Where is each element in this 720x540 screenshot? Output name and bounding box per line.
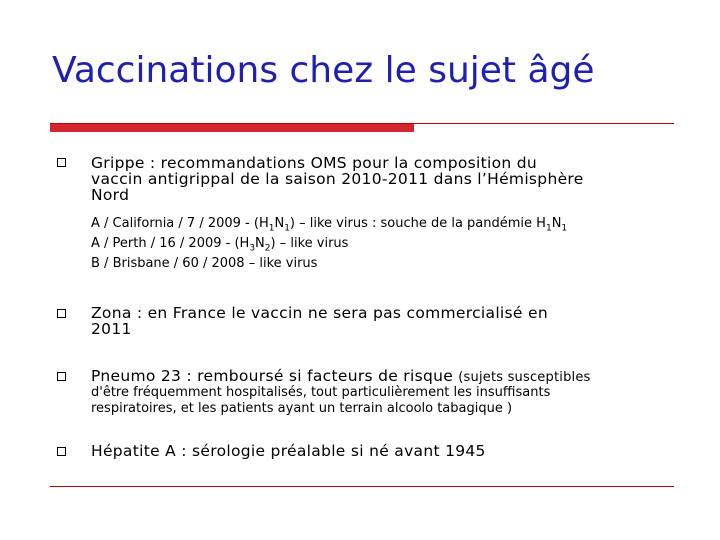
zona-line-1: Zona : en France le vaccin ne sera pas commercialisé en <box>91 304 548 322</box>
subscript: 1 <box>268 223 275 234</box>
grippe-line-2: vaccin antigrippal de la saison 2010-2011 dans l’Hémisphère <box>91 170 584 188</box>
strain-text: N <box>274 216 285 231</box>
pneumo-main: Pneumo 23 : remboursé si facteurs de risque <box>91 367 454 385</box>
zona-line-2: 2011 <box>91 320 132 338</box>
strain-text: A / California / 7 / 2009 - (H <box>91 216 269 231</box>
title-rule-thick <box>50 124 414 132</box>
subscript: 2 <box>264 243 271 254</box>
strain-text: ) – like virus <box>270 236 349 251</box>
strain-a-perth <box>91 234 567 254</box>
strain-a-california <box>91 214 567 234</box>
hepatite-line-1: Hépatite A : sérologie préalable si né avant 1945 <box>91 442 486 460</box>
footer-rule <box>50 486 674 487</box>
pneumo-note-line-1: d'être fréquemment hospitalisés, tout particulièrement les insuffisants <box>91 385 551 400</box>
pneumo-note-line-2: respiratoires, et les patients ayant un terrain alcoolo tabagique ) <box>91 401 513 416</box>
strain-text: N <box>551 216 562 231</box>
bullet-text-pneumo <box>91 368 591 386</box>
subscript: 1 <box>561 223 568 234</box>
strain-b-brisbane: B / Brisbane / 60 / 2008 – like virus <box>91 256 318 271</box>
bullet-text-hepatite <box>91 443 486 459</box>
strain-list <box>91 214 567 274</box>
subscript: 1 <box>284 223 290 234</box>
pneumo-inline-note: (sujets susceptibles <box>458 370 591 385</box>
bullet-text-zona <box>91 305 548 337</box>
pneumo-note <box>91 385 550 417</box>
subscript: 3 <box>249 243 256 254</box>
bullet-marker-2 <box>57 309 66 318</box>
subscript: 1 <box>545 223 552 234</box>
bullet-marker-3 <box>57 372 66 381</box>
strain-text: A / Perth / 16 / 2009 - (H <box>91 236 250 251</box>
grippe-line-1: Grippe : recommandations OMS pour la composition du <box>91 154 538 172</box>
bullet-text-grippe <box>91 155 584 203</box>
grippe-line-3: Nord <box>91 186 130 204</box>
strain-text: ) – like virus : souche de la pandémie H <box>289 216 546 231</box>
strain-text: N <box>255 236 265 251</box>
bullet-marker-4 <box>57 447 66 456</box>
slide-title: Vaccinations chez le sujet âgé <box>52 50 595 91</box>
bullet-marker-1 <box>57 158 66 167</box>
